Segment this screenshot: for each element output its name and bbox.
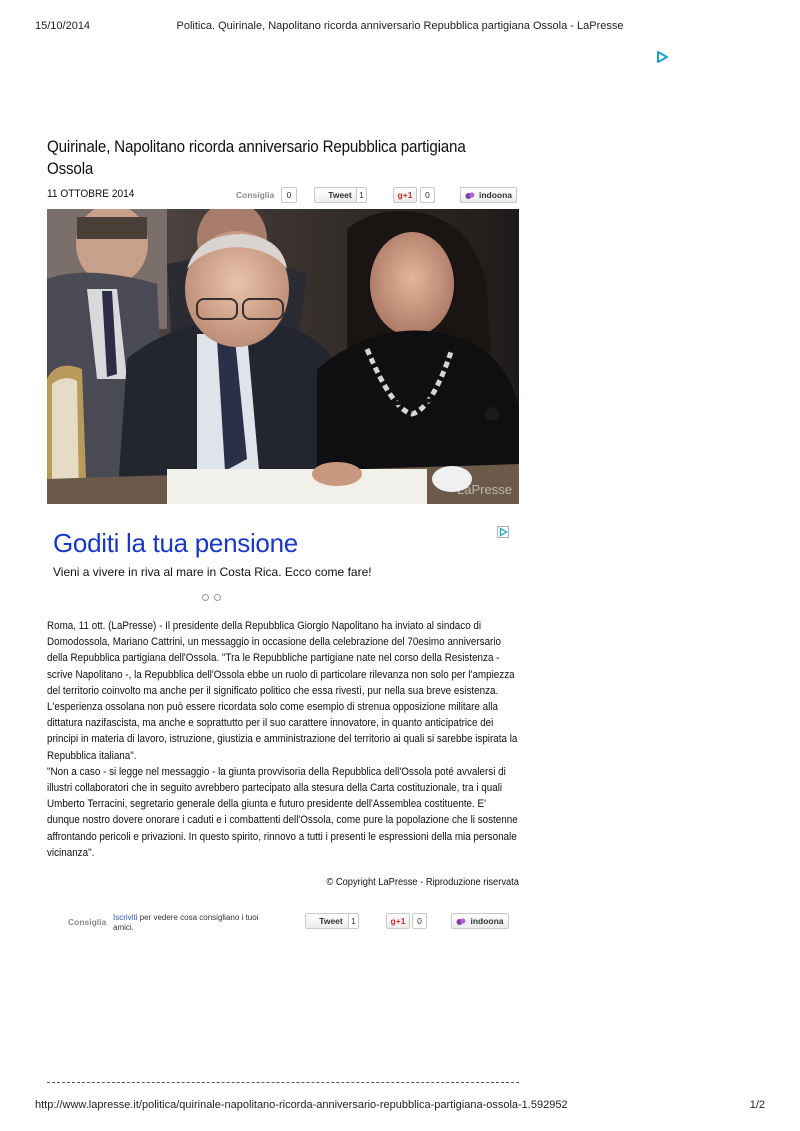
indoona-button[interactable] (460, 187, 517, 203)
page-url: http://www.lapresse.it/politica/quirinale-napolitano-ricorda-anniversario-repubblica-partigiana-ossola-1.592952 (35, 1099, 568, 1111)
ad-pagination (202, 588, 226, 606)
gplus-count: 0 (412, 913, 427, 929)
page-number: 1/2 (749, 1099, 765, 1111)
subscribe-message: per vedere cosa consigliano i tuoi amici. (113, 913, 259, 932)
article-paragraph: Roma, 11 ott. (LaPresse) - Il presidente della Repubblica Giorgio Napolitano ha inviato al sindaco di Domodossola, Mariano Cattrini, un messaggio in occasione della celebrazione del 70esimo anniversario della Repubblica partigiana dell'Ossola. "Tra le Repubbliche partigiane nate nel corso della Resistenza - scrive Napolitano -, la Repubblica dell'Ossola ebbe un ruolo di particolare rilevanza non solo per l'ampiezza del territorio coinvolto ma anche per il significato politico che essa rivestì, pur nella sua breve esistenza. L'esperienza ossolana non può essere ricordata solo come esempio di strenua opposizione militare alla dittatura nazifascista, ma anche e soprattutto per il suo carattere innovatore, in quanto anticipatrice dei principi in materia di lavoro, istruzione, giustizia e amministrazione del territorio ai quali si sarebbe ispirata la Repubblica italiana". (47, 620, 518, 762)
social-bar-top (236, 187, 519, 203)
gplus-icon: g (390, 916, 396, 926)
print-date: 15/10/2014 (35, 20, 91, 32)
tweet-label: Tweet (319, 916, 343, 926)
ad-choices-icon[interactable] (655, 50, 669, 64)
article-photo (47, 209, 519, 504)
subscribe-text (113, 913, 273, 933)
tweet-count: 1 (356, 187, 367, 203)
ad-dot[interactable] (202, 594, 209, 601)
indoona-button[interactable] (451, 913, 509, 929)
ad-title[interactable]: Goditi la tua pensione (53, 528, 298, 558)
gplus-button[interactable] (393, 187, 417, 203)
consiglia-count: 0 (281, 187, 297, 203)
indoona-label: indoona (470, 916, 504, 926)
subscribe-link[interactable]: Iscriviti (113, 913, 138, 922)
consiglia-label[interactable]: Consiglia (236, 190, 275, 200)
indoona-label: indoona (478, 190, 513, 200)
tweet-count: 1 (348, 913, 359, 929)
gplus-icon: g (397, 190, 403, 200)
print-header (35, 20, 765, 36)
ad-banner[interactable] (47, 522, 519, 602)
print-page-title: Politica. Quirinale, Napolitano ricorda anniversario Repubblica partigiana Ossola - LaPresse (176, 20, 624, 32)
article-body (47, 618, 519, 861)
article-headline: Quirinale, Napolitano ricorda anniversario Repubblica partigiana Ossola (47, 138, 466, 178)
indoona-icon (465, 191, 475, 201)
ad-choices-icon[interactable] (497, 526, 509, 538)
ad-subtitle[interactable]: Vieni a vivere in riva al mare in Costa Rica. Ecco come fare! (53, 565, 372, 579)
tweet-label: Tweet (328, 190, 352, 200)
photo-watermark: LaPresse (457, 482, 512, 497)
copyright-notice: © Copyright LaPresse - Riproduzione riservata (326, 877, 519, 888)
article-paragraph: "Non a caso - si legge nel messaggio - la giunta provvisoria della Repubblica dell'Ossola poté avvalersi di illustri collaboratori che in seguito avrebbero partecipato alla stesura della Carta costituzionale, tra i quali Umberto Terracini, segretario generale della giunta e futuro presidente dell'Assemblea costituente. E' dunque nostro dovere onorare i caduti e i combattenti dell'Ossola, come pure la popolazione che li sostenne affrontando pericoli e privazioni. In questo spirito, rinnovo a tutti i presenti le espressioni della mia personale vicinanza". (47, 765, 518, 859)
gplus-label: +1 (402, 190, 413, 200)
article-date: 11 OTTOBRE 2014 (47, 188, 135, 200)
gplus-label: +1 (395, 916, 406, 926)
gplus-count: 0 (420, 187, 435, 203)
ad-dot[interactable] (214, 594, 221, 601)
consiglia-label[interactable]: Consiglia (68, 917, 107, 927)
gplus-button[interactable] (386, 913, 410, 929)
page-divider (47, 1082, 519, 1083)
indoona-icon (456, 917, 466, 927)
social-bar-bottom (68, 913, 528, 943)
